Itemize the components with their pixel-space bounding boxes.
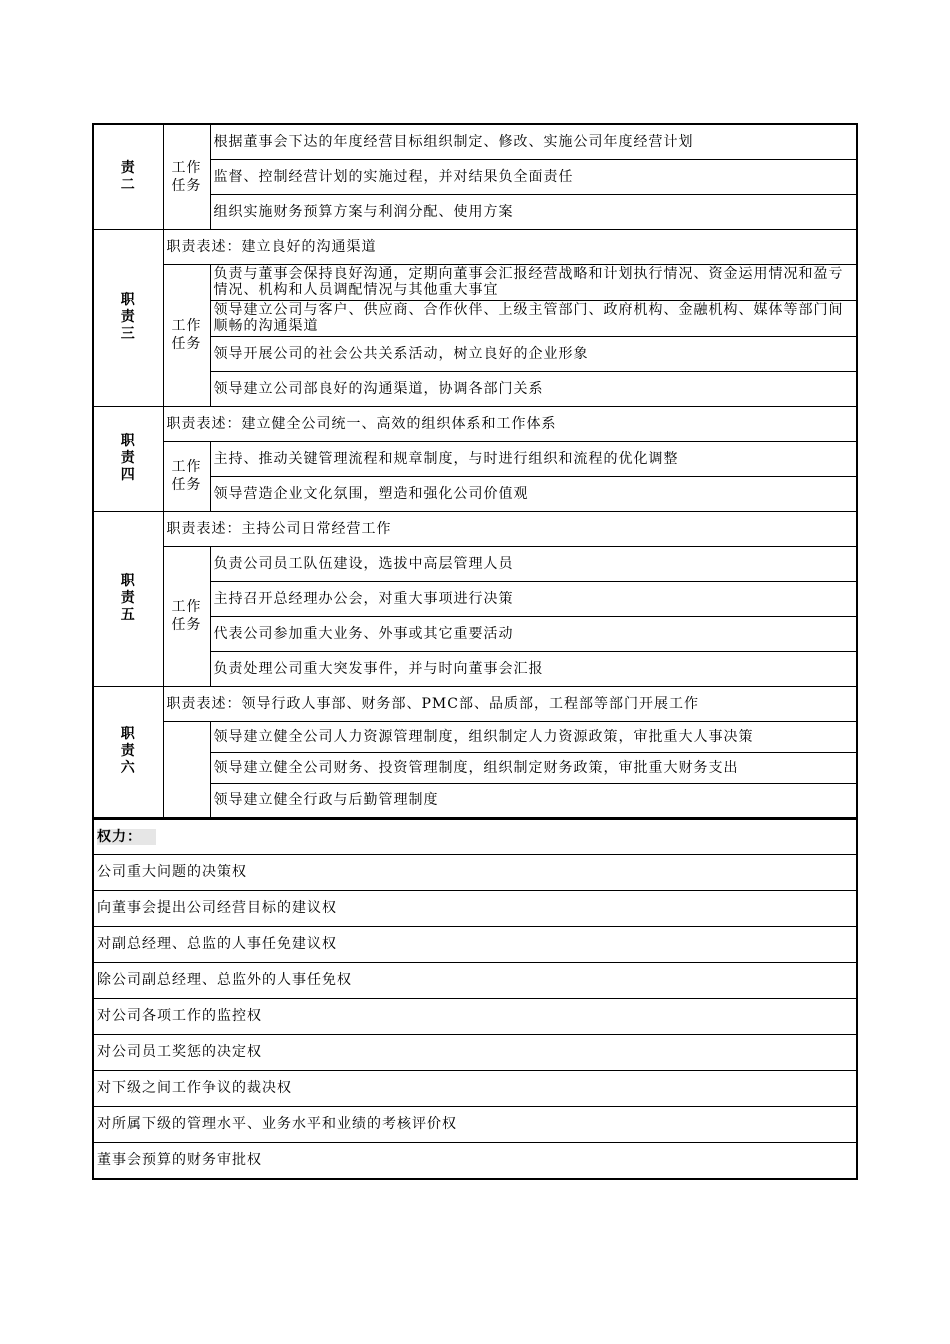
duty-6-task: 领导建立健全公司财务、投资管理制度，组织制定财务政策，审批重大财务支出 [210,752,857,783]
power-item: 对公司各项工作的监控权 [93,998,857,1034]
power-item: 对所属下级的管理水平、业务水平和业绩的考核评价权 [93,1106,857,1142]
duty-3-task: 领导建立公司与客户、供应商、合作伙伴、上级主管部门、政府机构、金融机构、媒体等部门间顺畅的沟通渠道 [210,300,857,336]
duty-6-task-label [163,721,210,817]
power-table [92,818,858,1180]
duty-6-statement: 职责表述：领导行政人事部、财务部、PMC部、品质部，工程部等部门开展工作 [163,686,857,721]
power-item: 对下级之间工作争议的裁决权 [93,1070,857,1106]
duty-3-task-row [93,264,857,300]
power-header-row [93,819,857,855]
power-item: 公司重大问题的决策权 [93,854,857,890]
duty-4-task-label: 工作任务 [163,441,210,511]
duty-6-label: 职责六 [93,686,163,817]
duty-3-statement: 职责表述：建立良好的沟通渠道 [163,229,857,264]
job-description-document [92,123,858,1180]
duty-5-task: 主持召开总经理办公会，对重大事项进行决策 [210,581,857,616]
duty-6-task: 领导建立健全行政与后勤管理制度 [210,783,857,817]
duty-5-task-label: 工作任务 [163,546,210,686]
duty-4-statement-row [93,406,857,441]
duty-6-statement-row [93,686,857,721]
duty-2-task-label: 工作任务 [163,124,210,229]
duty-6-task: 领导建立健全公司人力资源管理制度，组织制定人力资源政策，审批重大人事决策 [210,721,857,752]
power-item: 对公司员工奖惩的决定权 [93,1034,857,1070]
duty-5-statement-row [93,511,857,546]
duty-4-task: 主持、推动关键管理流程和规章制度，与时进行组织和流程的优化调整 [210,441,857,476]
power-item: 对副总经理、总监的人事任免建议权 [93,926,857,962]
duty-5-task: 负责公司员工队伍建设，选拔中高层管理人员 [210,546,857,581]
duty-3-task-label: 工作任务 [163,264,210,406]
duty-5-task: 代表公司参加重大业务、外事或其它重要活动 [210,616,857,651]
duty-3-statement-row [93,229,857,264]
duty-2-task-row [93,124,857,159]
duty-4-statement: 职责表述：建立健全公司统一、高效的组织体系和工作体系 [163,406,857,441]
duty-5-task-row [93,546,857,581]
duties-table [92,123,858,818]
power-item: 向董事会提出公司经营目标的建议权 [93,890,857,926]
duty-5-statement: 职责表述：主持公司日常经营工作 [163,511,857,546]
duty-4-task-row [93,441,857,476]
duty-2-task: 根据董事会下达的年度经营目标组织制定、修改、实施公司年度经营计划 [210,124,857,159]
duty-3-task: 领导开展公司的社会公共关系活动，树立良好的企业形象 [210,336,857,371]
power-title: 权力： [93,819,857,855]
duty-3-task: 负责与董事会保持良好沟通，定期向董事会汇报经营战略和计划执行情况、资金运用情况和盈亏情况、机构和人员调配情况与其他重大事宜 [210,264,857,300]
duty-6-task-row [93,721,857,752]
power-item: 董事会预算的财务审批权 [93,1142,857,1179]
duty-5-label: 职责五 [93,511,163,686]
duty-2-label: 责二 [93,124,163,229]
duty-4-task: 领导营造企业文化氛围，塑造和强化公司价值观 [210,476,857,511]
duty-2-task: 监督、控制经营计划的实施过程，并对结果负全面责任 [210,159,857,194]
power-item: 除公司副总经理、总监外的人事任免权 [93,962,857,998]
duty-5-task: 负责处理公司重大突发事件，并与时向董事会汇报 [210,651,857,686]
duty-3-task: 领导建立公司部良好的沟通渠道，协调各部门关系 [210,371,857,406]
duty-2-task: 组织实施财务预算方案与利润分配、使用方案 [210,194,857,229]
duty-3-label: 职责三 [93,229,163,406]
duty-4-label: 职责四 [93,406,163,511]
